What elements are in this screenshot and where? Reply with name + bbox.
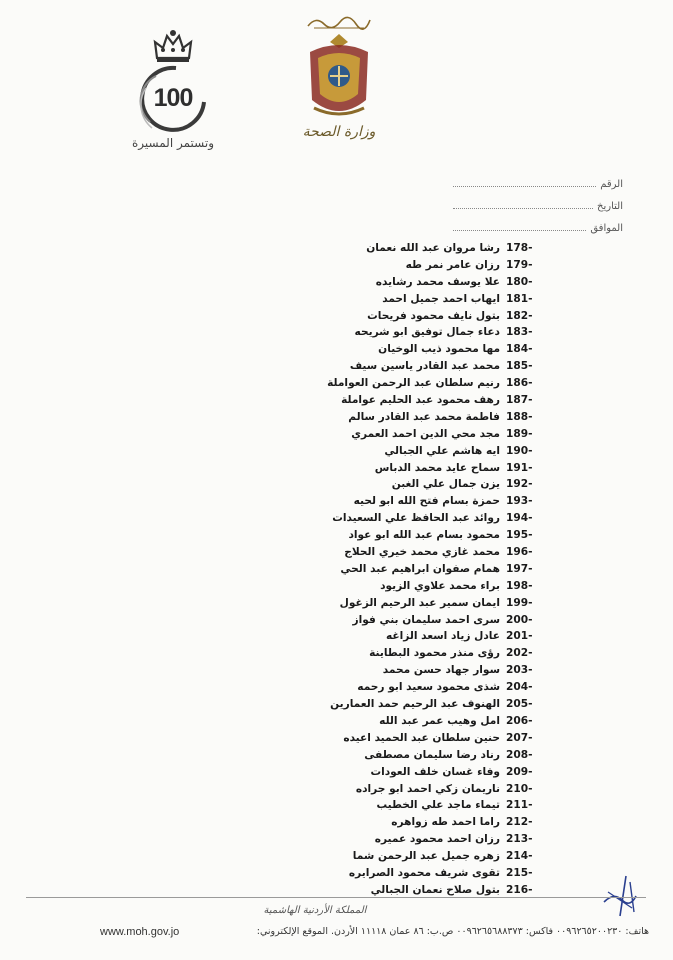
ref-corresponding-line (453, 222, 586, 231)
entry-name: براء محمد علاوي الزيود (380, 579, 500, 592)
list-item (300, 274, 540, 291)
crown-icon (151, 28, 195, 64)
entry-name: رهف محمود عبد الحليم عواملة (341, 394, 500, 407)
list-item (300, 493, 540, 510)
entry-name: علا يوسف محمد رشايده (375, 275, 500, 288)
signature-icon (600, 872, 640, 918)
entry-number: 205- (506, 698, 533, 711)
entry-number: 210- (506, 782, 533, 795)
footer-contact: هاتف: ٠٠٩٦٢٦٥٢٠٠٢٣٠ فاكس: ٠٠٩٦٢٦٥٦٨٨٣٧٣ ص.ب: ٨٦ عمان ١١١١٨ الأردن. الموقع الإلكتروني: (256, 926, 649, 937)
entry-number: 208- (506, 748, 533, 761)
list-item (300, 544, 540, 561)
entry-number: 178- (506, 242, 533, 254)
entry-name: رزان احمد محمود عميره (374, 833, 500, 846)
list-item (300, 797, 540, 814)
footer-divider (26, 897, 646, 898)
reference-fields (453, 168, 623, 234)
entry-name: امل وهيب عمر عبد الله (379, 714, 500, 727)
entry-name: راما احمد طه زواهره (391, 816, 500, 829)
entry-name: سماح عايد محمد الدباس (374, 461, 500, 474)
entry-number: 184- (506, 343, 533, 356)
list-item (300, 341, 540, 358)
list-item (300, 358, 540, 375)
entry-name: فاطمة محمد عبد القادر سالم (348, 410, 500, 423)
list-item (300, 527, 540, 544)
list-item (300, 645, 540, 662)
entry-name: همام صفوان ابراهيم عبد الحي (340, 562, 500, 575)
ref-number-line (453, 178, 596, 187)
entry-number: 185- (506, 360, 533, 373)
entry-number: 195- (506, 529, 533, 542)
centennial-logo (118, 28, 228, 156)
entry-name: روائد عبد الحافظ علي السعيدات (332, 512, 500, 525)
entry-number: 191- (506, 461, 533, 474)
list-item (300, 240, 540, 257)
list-item (300, 595, 540, 612)
list-item (300, 476, 540, 493)
entry-name: حمزة بسام فتح الله ابو لحيه (353, 495, 500, 508)
ref-date-line (453, 200, 593, 209)
entry-number: 216- (506, 883, 533, 896)
list-item (300, 324, 540, 341)
entry-name: محمود بسام عبد الله ابو عواد (348, 529, 500, 542)
entry-name: محمد عبد القادر ياسين سيف (349, 360, 500, 373)
entry-number: 213- (506, 833, 533, 846)
entry-name: بتول نايف محمود فريحات (367, 309, 500, 322)
list-item (300, 781, 540, 798)
entry-number: 196- (506, 546, 533, 559)
ref-corresponding-label: الموافق (590, 223, 623, 234)
coat-of-arms-icon (300, 30, 378, 124)
entry-name: محمد غازي محمد خيري الحلاج (344, 546, 500, 559)
ref-date-row (453, 190, 623, 212)
entry-name: زهره جميل عبد الرحمن شما (352, 850, 500, 863)
list-item (300, 662, 540, 679)
list-item (300, 308, 540, 325)
entry-name: رؤى منذر محمود البطاينة (369, 647, 500, 660)
entry-number: 202- (506, 647, 533, 660)
list-item (300, 831, 540, 848)
entry-number: 180- (506, 275, 533, 288)
ref-date-label: التاريخ (597, 201, 623, 212)
entry-number: 211- (506, 799, 533, 812)
list-item (300, 375, 540, 392)
entry-name: ناريمان زكي احمد ابو جراده (355, 782, 500, 795)
ref-number-label: الرقم (600, 179, 623, 190)
list-item (300, 747, 540, 764)
entry-name: سوار جهاد حسن محمد (382, 664, 500, 677)
ministry-emblem (292, 14, 386, 142)
entry-name: ايهاب احمد جميل احمد (382, 292, 500, 305)
list-item (300, 257, 540, 274)
entry-number: 201- (506, 630, 533, 643)
list-item (300, 628, 540, 645)
entry-number: 192- (506, 478, 533, 491)
entry-number: 204- (506, 681, 533, 694)
entry-name: رناد رضا سليمان مصطفى (364, 748, 500, 761)
entry-name: ايمان سمير عبد الرحيم الزغول (339, 596, 500, 609)
entry-name: بتول صلاح نعمان الجبالي (370, 883, 500, 896)
entry-number: 197- (506, 562, 533, 575)
entry-number: 194- (506, 512, 533, 525)
centennial-tagline: وتستمر المسيرة (132, 136, 214, 150)
list-item (300, 865, 540, 882)
list-item (300, 764, 540, 781)
entry-name: شذى محمود سعيد ابو رحمه (357, 681, 500, 694)
royal-script-icon (306, 14, 372, 30)
list-item (300, 426, 540, 443)
list-item (300, 713, 540, 730)
list-item (300, 510, 540, 527)
entry-number: 212- (506, 816, 533, 829)
list-item (300, 291, 540, 308)
names-list (300, 240, 540, 899)
entry-name: الهنوف عبد الرحيم حمد العمارين (330, 698, 500, 711)
list-item (300, 612, 540, 629)
list-item (300, 696, 540, 713)
entry-number: 186- (506, 377, 533, 390)
entry-name: ايه هاشم علي الجبالي (384, 444, 500, 457)
entry-name: تيماء ماجد علي الخطيب (376, 799, 500, 812)
entry-name: حنين سلطان عبد الحميد اعيده (343, 731, 500, 744)
entry-name: تقوى شريف محمود الصرايره (348, 866, 500, 879)
entry-number: 182- (506, 309, 533, 322)
entry-number: 190- (506, 444, 533, 457)
list-item (300, 578, 540, 595)
entry-number: 193- (506, 495, 533, 508)
ref-number-row (453, 168, 623, 190)
entry-number: 189- (506, 427, 533, 440)
entry-name: يزن جمال علي الغبن (391, 478, 500, 491)
list-item (300, 814, 540, 831)
footer-website-link[interactable]: www.moh.gov.jo (100, 926, 180, 938)
list-item (300, 730, 540, 747)
entry-number: 200- (506, 613, 533, 626)
ministry-name: وزارة الصحة (302, 124, 376, 140)
entry-number: 206- (506, 714, 533, 727)
entry-number: 188- (506, 410, 533, 423)
footer-kingdom: المملكة الأردنية الهاشمية (263, 905, 367, 916)
list-item (300, 848, 540, 865)
entry-name: رزان عامر نمر طه (405, 258, 500, 271)
entry-name: مها محمود ذيب الوخيان (378, 343, 500, 356)
entry-number: 203- (506, 664, 533, 677)
entry-number: 198- (506, 579, 533, 592)
list-item (300, 561, 540, 578)
entry-number: 215- (506, 866, 533, 879)
list-item (300, 392, 540, 409)
entry-name: رنيم سلطان عبد الرحمن العواملة (327, 377, 500, 390)
entry-number: 187- (506, 394, 533, 407)
centennial-number: 100 (153, 84, 193, 112)
entry-name: وفاء غسان خلف العودات (370, 765, 500, 778)
entry-number: 179- (506, 258, 533, 271)
entry-number: 207- (506, 731, 533, 744)
entry-name: عادل زياد اسعد الزاغه (385, 630, 500, 643)
ref-corresponding-row (453, 212, 623, 234)
entry-name: مجد محي الدين احمد العمري (351, 427, 500, 440)
entry-number: 183- (506, 326, 533, 339)
list-item (300, 679, 540, 696)
entry-number: 181- (506, 292, 533, 305)
list-item (300, 460, 540, 477)
entry-number: 214- (506, 850, 533, 863)
entry-number: 209- (506, 765, 533, 778)
entry-name: دعاء جمال توفيق ابو شريحه (354, 326, 500, 339)
entry-name: رشا مروان عبد الله نعمان (366, 242, 500, 254)
entry-name: سرى احمد سليمان بني فواز (352, 613, 500, 626)
list-item (300, 409, 540, 426)
list-item (300, 443, 540, 460)
entry-number: 199- (506, 596, 533, 609)
